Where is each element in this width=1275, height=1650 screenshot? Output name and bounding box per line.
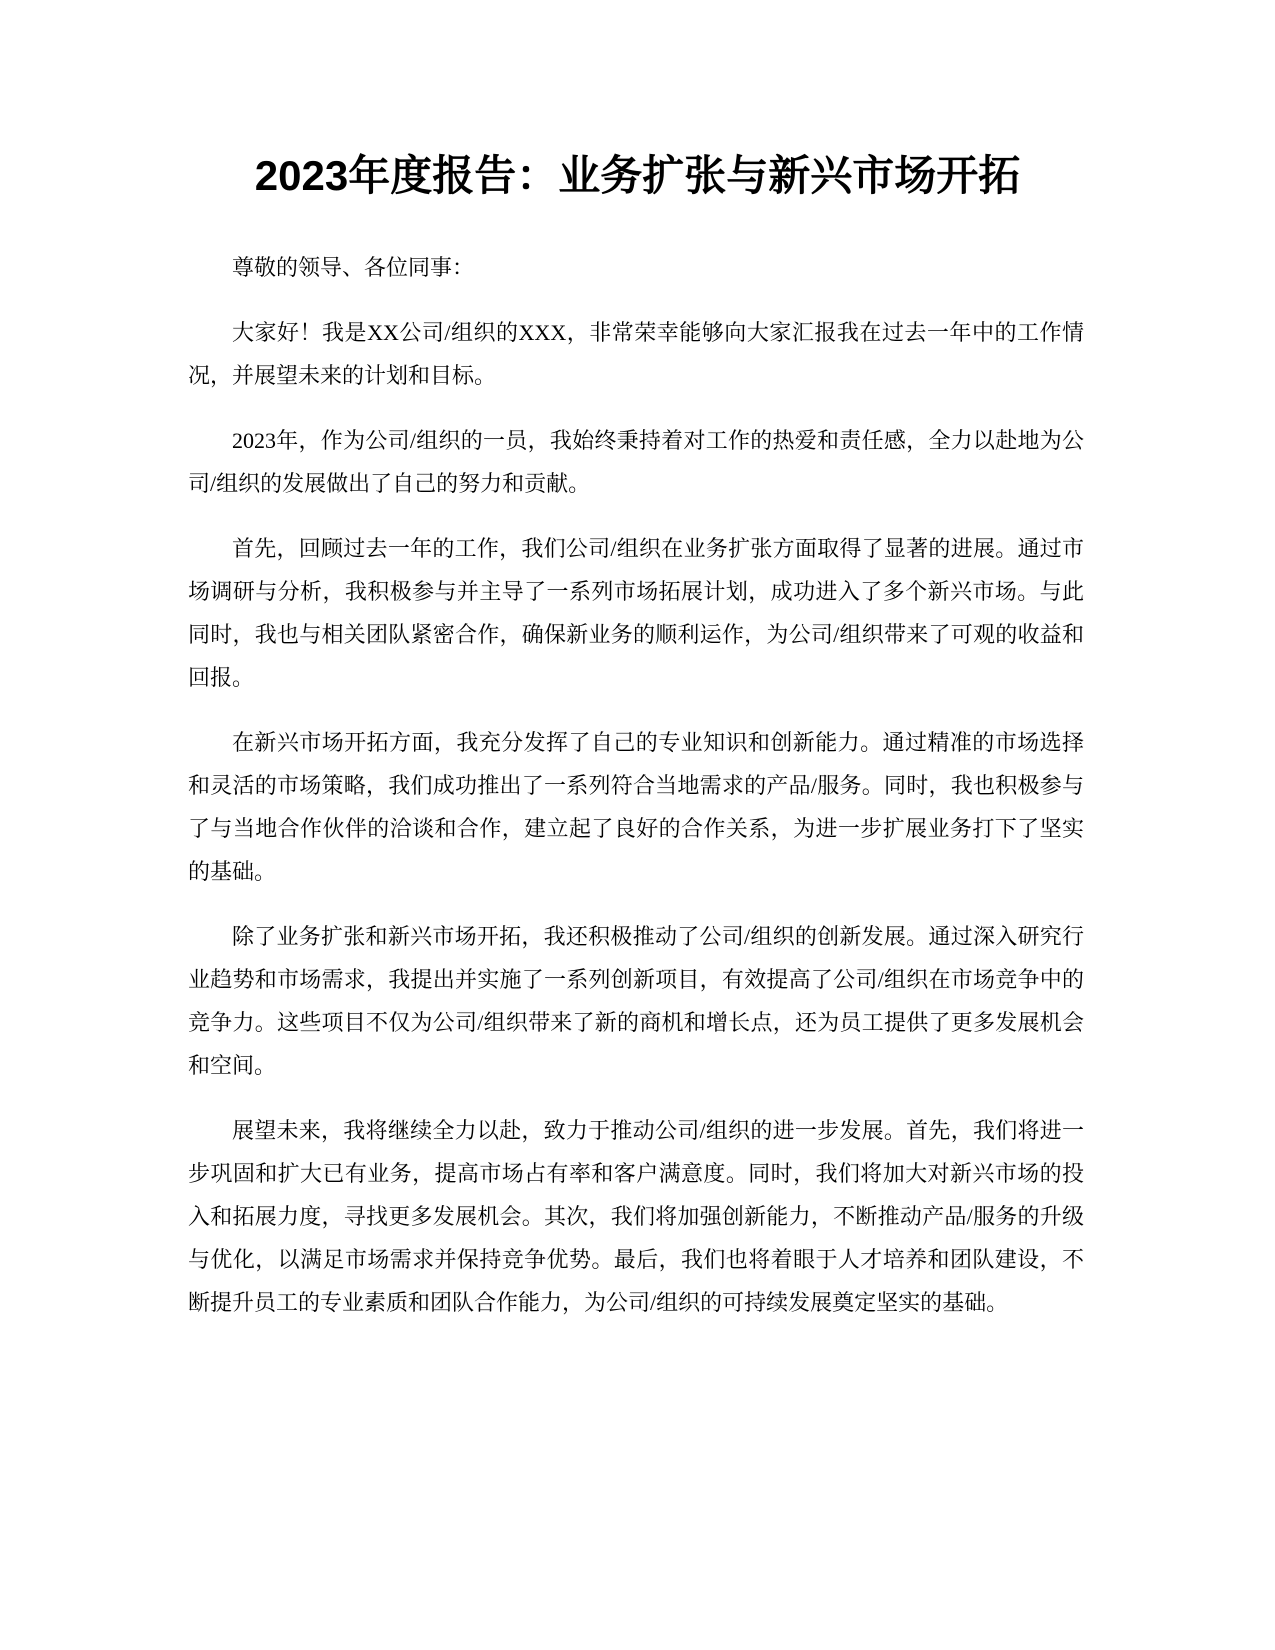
paragraph-outlook: 展望未来，我将继续全力以赴，致力于推动公司/组织的进一步发展。首先，我们将进一步巩固和扩大已有业务，提高市场占有率和客户满意度。同时，我们将加大对新兴市场的投入和拓展力度，寻找更多发展机会。其次，我们将加强创新能力，不断推动产品/服务的升级与优化，以满足市场需求并保持竞争优势。最后，我们也将着眼于人才培养和团队建设，不断提升员工的专业素质和团队合作能力，为公司/组织的可持续发展奠定坚实的基础。 [188, 1118, 1084, 1315]
paragraph-business-expansion: 首先，回顾过去一年的工作，我们公司/组织在业务扩张方面取得了显著的进展。通过市场调研与分析，我积极参与并主导了一系列市场拓展计划，成功进入了多个新兴市场。与此同时，我也与相关团队紧密合作，确保新业务的顺利运作，为公司/组织带来了可观的收益和回报。 [188, 536, 1084, 690]
document-body [188, 246, 1084, 1346]
salutation: 尊敬的领导、各位同事： [232, 255, 475, 280]
paragraph-greeting: 大家好！我是XX公司/组织的XXX，非常荣幸能够向大家汇报我在过去一年中的工作情况，并展望未来的计划和目标。 [188, 320, 1084, 388]
document-title: 2023年度报告：业务扩张与新兴市场开拓 [254, 152, 1021, 199]
paragraph-emerging-markets: 在新兴市场开拓方面，我充分发挥了自己的专业知识和创新能力。通过精准的市场选择和灵活的市场策略，我们成功推出了一系列符合当地需求的产品/服务。同时，我也积极参与了与当地合作伙伴的洽谈和合作，建立起了良好的合作关系，为进一步扩展业务打下了坚实的基础。 [188, 730, 1084, 884]
paragraph-2023-summary: 2023年，作为公司/组织的一员，我始终秉持着对工作的热爱和责任感，全力以赴地为公司/组织的发展做出了自己的努力和贡献。 [188, 428, 1084, 496]
paragraph-innovation: 除了业务扩张和新兴市场开拓，我还积极推动了公司/组织的创新发展。通过深入研究行业趋势和市场需求，我提出并实施了一系列创新项目，有效提高了公司/组织在市场竞争中的竞争力。这些项目不仅为公司/组织带来了新的商机和增长点，还为员工提供了更多发展机会和空间。 [188, 924, 1084, 1078]
